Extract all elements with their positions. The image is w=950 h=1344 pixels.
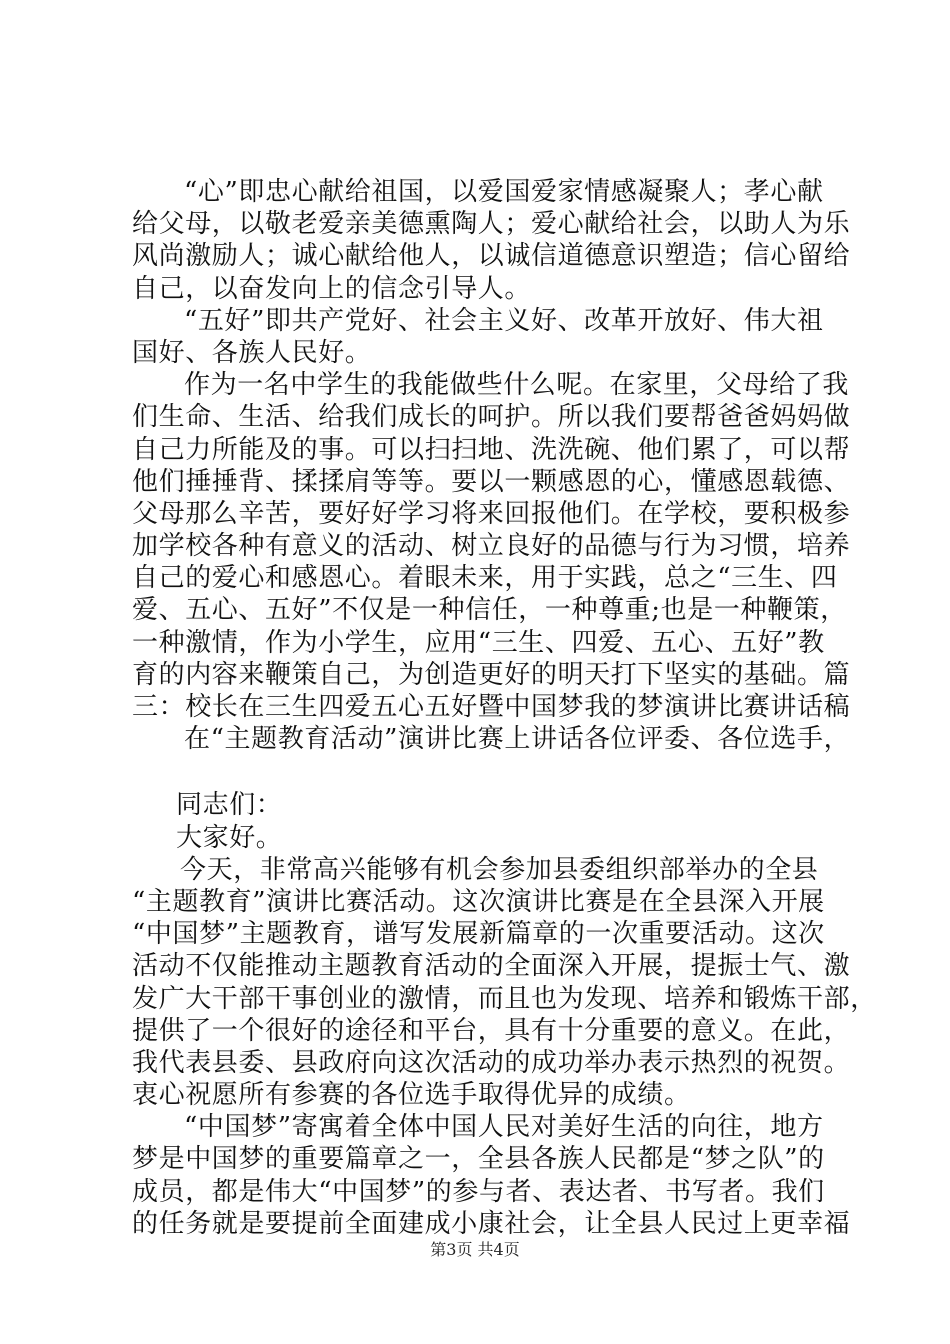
text-line: 梦是中国梦的重要篇章之一，全县各族人民都是“梦之队”的: [132, 1144, 825, 1175]
text-line: 们生命、生活、给我们成长的呵护。所以我们要帮爸爸妈妈做: [132, 402, 851, 433]
text-line: 加学校各种有意义的活动、树立良好的品德与行为习惯，培养: [132, 531, 851, 562]
text-line: 自己的爱心和感恩心。着眼未来，用于实践，总之“三生、四: [132, 563, 838, 594]
text-line: 自己，以奋发向上的信念引导人。: [132, 273, 532, 304]
text-line: “中国梦”主题教育，谱写发展新篇章的一次重要活动。这次: [132, 919, 825, 950]
text-line: 成员，都是伟大“中国梦”的参与者、表达者、书写者。我们: [132, 1176, 825, 1207]
text-line: 作为一名中学生的我能做些什么呢。在家里，父母给了我: [184, 370, 850, 401]
text-line: 提供了一个很好的途径和平台，具有十分重要的意义。在此，: [132, 1015, 851, 1046]
text-line: 他们捶捶背、揉揉肩等等。要以一颗感恩的心，懂感恩载德、: [132, 466, 851, 497]
text-line: 的任务就是要提前全面建成小康社会，让全县人民过上更幸福: [132, 1208, 851, 1239]
text-line: 今天，非常高兴能够有机会参加县委组织部举办的全县: [180, 854, 819, 885]
greeting: 大家好。: [176, 822, 283, 853]
text-line: 一种激情，作为小学生，应用“三生、四爱、五心、五好”教: [132, 627, 825, 658]
text-line: “中国梦”寄寓着全体中国人民对美好生活的向往，地方: [184, 1112, 824, 1143]
text-line: 发广大干部干事创业的激情，而且也为发现、培养和锻炼干部，: [132, 983, 877, 1014]
text-line: “五好”即共产党好、社会主义好、改革开放好、伟大祖: [184, 305, 824, 336]
salutation: 同志们：: [176, 790, 283, 821]
text-line: 给父母，以敬老爱亲美德熏陶人；爱心献给社会，以助人为乐: [132, 209, 851, 240]
document-body: [132, 176, 877, 1240]
text-line: “主题教育”演讲比赛活动。这次演讲比赛是在全县深入开展: [132, 886, 825, 917]
text-line: 育的内容来鞭策自己，为创造更好的明天打下坚实的基础。篇: [132, 659, 851, 690]
text-line: 衷心祝愿所有参赛的各位选手取得优异的成绩。: [132, 1080, 691, 1111]
text-line: 国好、各族人民好。: [132, 337, 372, 368]
paragraph-gap: [132, 755, 832, 789]
text-line: 在“主题教育活动”演讲比赛上讲话各位评委、各位选手，: [184, 724, 851, 755]
text-line: 父母那么辛苦，要好好学习将来回报他们。在学校，要积极参: [132, 498, 851, 529]
text-line: “心”即忠心献给祖国，以爱国爱家情感凝聚人；孝心献: [184, 177, 824, 207]
page-number-footer: 第3页 共4页: [430, 1240, 520, 1259]
text-line: 自己力所能及的事。可以扫扫地、洗洗碗、他们累了，可以帮: [132, 434, 851, 465]
text-line: 活动不仅能推动主题教育活动的全面深入开展，提振士气、激: [132, 951, 851, 982]
text-line: 爱、五心、五好”不仅是一种信任，一种尊重;也是一种鞭策，: [132, 595, 847, 626]
text-line: 风尚激励人；诚心献给他人，以诚信道德意识塑造；信心留给: [132, 241, 851, 272]
text-line: 三：校长在三生四爱五心五好暨中国梦我的梦演讲比赛讲话稿: [132, 692, 851, 722]
text-line: 我代表县委、县政府向这次活动的成功举办表示热烈的祝贺。: [132, 1047, 851, 1078]
